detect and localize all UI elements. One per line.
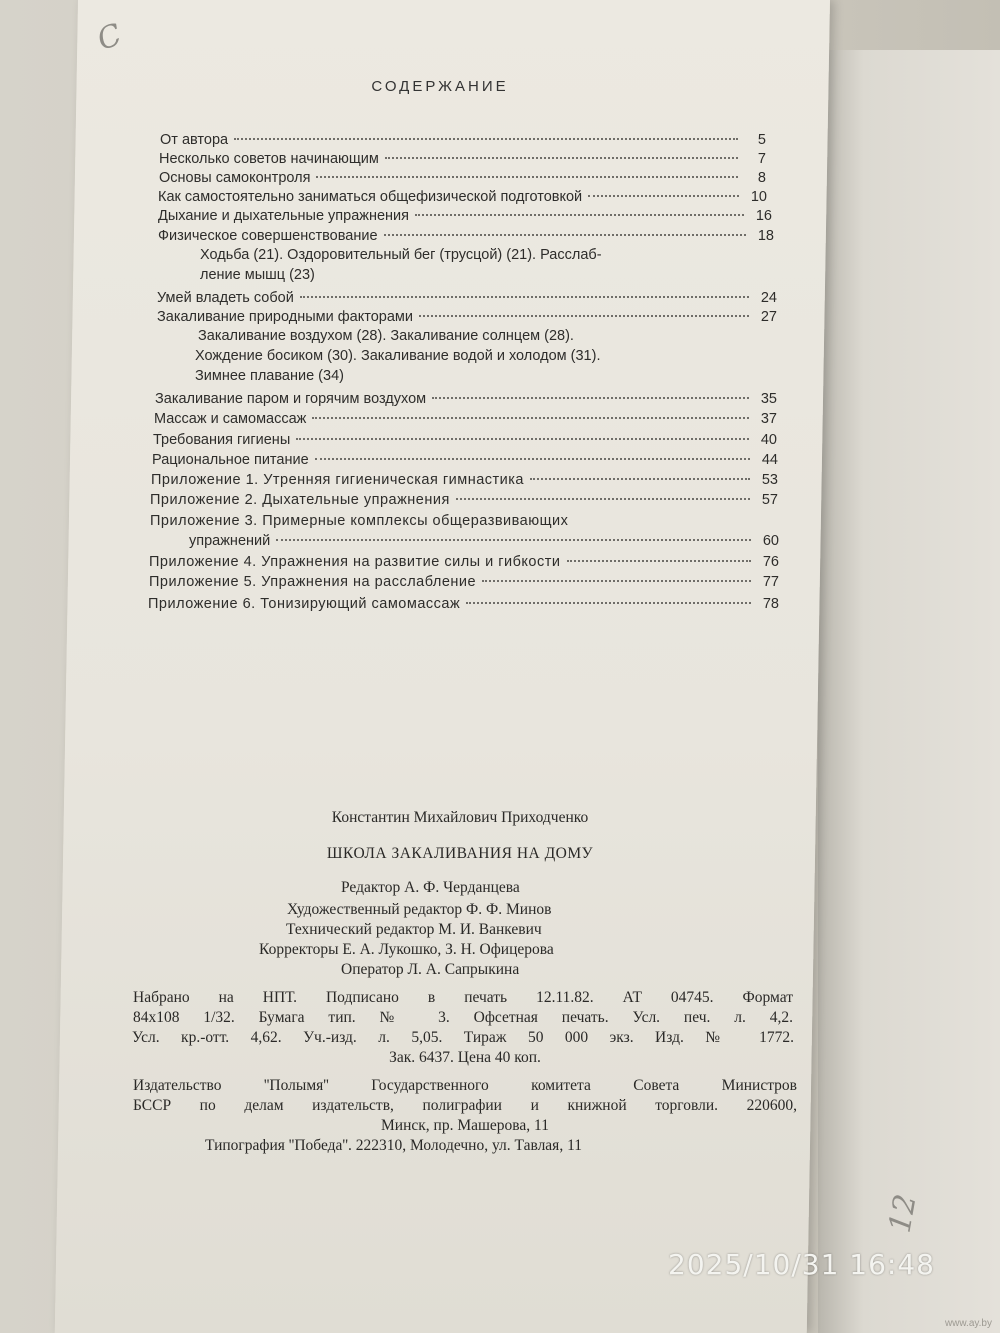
credit-line: Редактор А. Ф. Черданцева — [341, 879, 520, 896]
toc-entry — [158, 187, 767, 207]
toc-entry-label: упражнений — [189, 533, 271, 549]
credit-line: Корректоры Е. А. Лукошко, З. Н. Офицерова — [259, 941, 554, 958]
toc-entry — [157, 288, 777, 308]
toc-entry-label: Закаливание природными факторами — [157, 309, 413, 325]
dot-leader — [315, 458, 750, 460]
toc-entry-label: Несколько советов начинающим — [159, 151, 379, 167]
table-of-contents — [0, 0, 1000, 640]
corner-pencil-mark: C — [92, 17, 127, 58]
toc-entry-label: Основы самоконтроля — [159, 170, 311, 186]
toc-entry-page: 60 — [762, 533, 779, 549]
toc-entry-page: 16 — [755, 208, 772, 224]
dot-leader — [456, 498, 750, 500]
print-details-line: Зак. 6437. Цена 40 коп. — [389, 1049, 541, 1066]
dot-leader — [234, 138, 738, 140]
toc-entry-page: 37 — [760, 411, 777, 427]
toc-entry-page: 44 — [761, 452, 778, 468]
toc-entry-label: Умей владеть собой — [157, 290, 294, 306]
site-watermark: www.ay.by — [944, 1318, 992, 1329]
dot-leader — [530, 478, 750, 480]
toc-entry-label: Приложение 5. Упражнения на расслабление — [149, 574, 477, 590]
toc-entry-page: 35 — [760, 391, 777, 407]
toc-entry-label: Закаливание паром и горячим воздухом — [155, 391, 427, 407]
toc-entry-page: 24 — [760, 290, 777, 306]
credit-line: Технический редактор М. И. Ванкевич — [286, 921, 542, 938]
toc-entry — [149, 552, 779, 572]
toc-entry — [148, 594, 779, 614]
toc-entry-page: 76 — [762, 554, 779, 570]
toc-entry — [154, 409, 777, 429]
dot-leader — [312, 417, 749, 419]
toc-entry-label: Приложение 1. Утренняя гигиеническая гимнастика — [151, 472, 524, 488]
dot-leader — [432, 397, 749, 399]
dot-leader — [276, 539, 751, 541]
dot-leader — [316, 176, 738, 178]
dot-leader — [567, 560, 752, 562]
toc-entry — [159, 149, 766, 169]
author-name: Константин Михайлович Приходченко — [331, 809, 589, 826]
toc-entry — [152, 450, 778, 470]
dot-leader — [300, 296, 749, 298]
toc-entry-page: 53 — [761, 472, 778, 488]
dot-leader — [466, 602, 751, 604]
toc-subtopics: Ходьба (21). Оздоровительный бег (трусцой) (21). Расслаб- — [200, 247, 602, 263]
toc-entry-label: Дыхание и дыхательные упражнения — [158, 208, 409, 224]
toc-entry-page: 78 — [762, 596, 779, 612]
toc-entry-page: 7 — [757, 151, 766, 167]
dot-leader — [588, 195, 739, 197]
dot-leader — [415, 214, 744, 216]
toc-entry — [150, 511, 710, 531]
toc-entry-page: 40 — [760, 432, 777, 448]
toc-entry-label: Приложение 3. Примерные комплексы общеразвивающих — [150, 513, 569, 529]
toc-entry-page: 8 — [757, 170, 766, 186]
photo-timestamp: 2025/10/31 16:48 — [668, 1248, 935, 1281]
print-details-line: 84x108 1/32. Бумага тип. № 3. Офсетная печать. Усл. печ. л. 4,2. — [133, 1009, 793, 1026]
toc-entry — [157, 307, 777, 327]
toc-subtopics: Хождение босиком (30). Закаливание водой и холодом (31). — [195, 348, 601, 364]
toc-entry-label: Требования гигиены — [153, 432, 291, 448]
toc-entry-label: Приложение 6. Тонизирующий самомассаж — [148, 596, 461, 612]
dot-leader — [384, 234, 746, 236]
toc-entry — [151, 470, 778, 490]
publisher-line: Издательство ''Полымя'' Государственного комитета Совета Министров — [133, 1077, 797, 1094]
dot-leader — [419, 315, 749, 317]
toc-entry — [155, 389, 777, 409]
toc-entry — [149, 572, 779, 592]
toc-heading: СОДЕРЖАНИЕ — [371, 78, 509, 95]
dot-leader — [385, 157, 738, 159]
print-details-line: Усл. кр.-отт. 4,62. Уч.-изд. л. 5,05. Тираж 50 000 экз. Изд. № 1772. — [132, 1029, 794, 1046]
toc-entry-label: От автора — [160, 132, 229, 148]
toc-entry-page: 27 — [760, 309, 777, 325]
toc-entry-page: 18 — [757, 228, 774, 244]
publisher-line: Минск, пр. Машерова, 11 — [381, 1117, 549, 1134]
toc-entry — [153, 430, 777, 450]
toc-entry — [160, 130, 766, 150]
toc-entry-page: 5 — [757, 132, 766, 148]
toc-entry-label: Рациональное питание — [152, 452, 309, 468]
toc-entry — [150, 490, 778, 510]
print-details-line: Набрано на НПТ. Подписано в печать 12.11.82. АТ 04745. Формат — [133, 989, 793, 1006]
toc-entry — [158, 226, 774, 246]
credit-line: Оператор Л. А. Сапрыкина — [341, 961, 520, 978]
dot-leader — [482, 580, 751, 582]
toc-subtopics: Закаливание воздухом (28). Закаливание солнцем (28). — [198, 328, 574, 344]
toc-entry-label: Приложение 2. Дыхательные упражнения — [150, 492, 450, 508]
toc-entry-label: Массаж и самомассаж — [154, 411, 307, 427]
margin-pencil-number: 12 — [882, 1191, 924, 1236]
toc-subtopics: ление мышц (23) — [200, 267, 315, 283]
printer-line: Типография ''Победа''. 222310, Молодечно, ул. Тавлая, 11 — [205, 1137, 582, 1154]
toc-entry — [189, 531, 779, 551]
toc-entry-label: Физическое совершенствование — [158, 228, 378, 244]
publisher-line: БССР по делам издательств, полиграфии и книжной торговли. 220600, — [133, 1097, 797, 1114]
toc-entry — [158, 206, 772, 226]
book-title: ШКОЛА ЗАКАЛИВАНИЯ НА ДОМУ — [326, 845, 594, 862]
toc-entry-page: 10 — [750, 189, 767, 205]
toc-entry-label: Приложение 4. Упражнения на развитие силы и гибкости — [149, 554, 561, 570]
toc-entry-page: 57 — [761, 492, 778, 508]
toc-subtopics: Зимнее плавание (34) — [195, 368, 344, 384]
dot-leader — [296, 438, 749, 440]
toc-entry — [159, 168, 766, 188]
credit-line: Художественный редактор Ф. Ф. Минов — [287, 901, 552, 918]
toc-entry-page: 77 — [762, 574, 779, 590]
toc-entry-label: Как самостоятельно заниматься общефизической подготовкой — [158, 189, 583, 205]
